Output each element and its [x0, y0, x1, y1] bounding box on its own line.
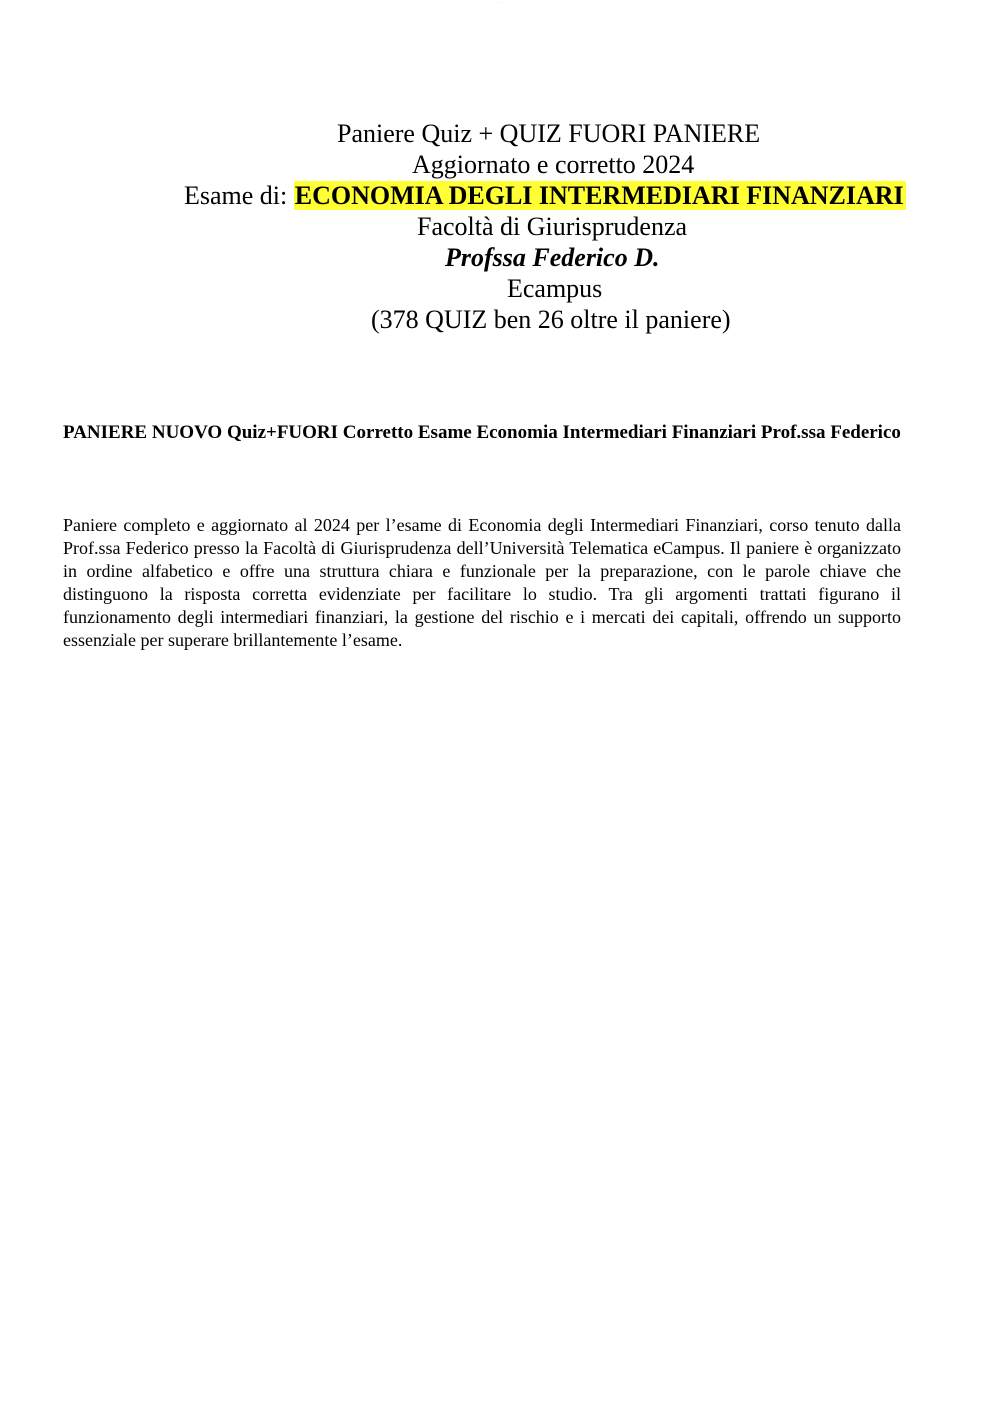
description-paragraph: Paniere completo e aggiornato al 2024 per l’esame di Economia degli Intermediari Finanziari, corso tenuto dalla Prof.ssa Federico presso la Facoltà di Giurisprudenza dell’Università Telematica eCampus. Il paniere è organizzato in ordine alfabetico e offre una struttura chiara e funzionale per la preparazione, con le parole chiave che distinguono la risposta corretta evidenziate per facilitare lo studio. Tra gli argomenti trattati figurano il funzionamento degli intermediari finanziari, la gestione del rischio e i mercati dei capitali, offrendo un supporto essenziale per superare brillantemente l’esame. — [63, 515, 901, 650]
professor-line: Profssa Federico D. — [445, 243, 660, 272]
exam-label: Esame di: — [184, 181, 294, 210]
title-line-2: Aggiornato e corretto 2024 — [412, 150, 695, 179]
faculty-line: Facoltà di Giurisprudenza — [417, 212, 688, 241]
section-heading: PANIERE NUOVO Quiz+FUORI Corretto Esame Economia Intermediari Finanziari Prof.ssa Federico — [63, 422, 901, 443]
exam-line — [0, 180, 1000, 211]
university-line: Ecampus — [507, 274, 603, 303]
exam-name-highlighted: ECONOMIA DEGLI INTERMEDIARI FINANZIARI — [294, 181, 904, 210]
quiz-count-line: (378 QUIZ ben 26 oltre il paniere) — [371, 305, 731, 334]
title-block — [0, 118, 1000, 335]
title-line-1: Paniere Quiz + QUIZ FUORI PANIERE — [337, 119, 761, 148]
header-mark: · ·· ·· ·· · — [494, 0, 506, 4]
